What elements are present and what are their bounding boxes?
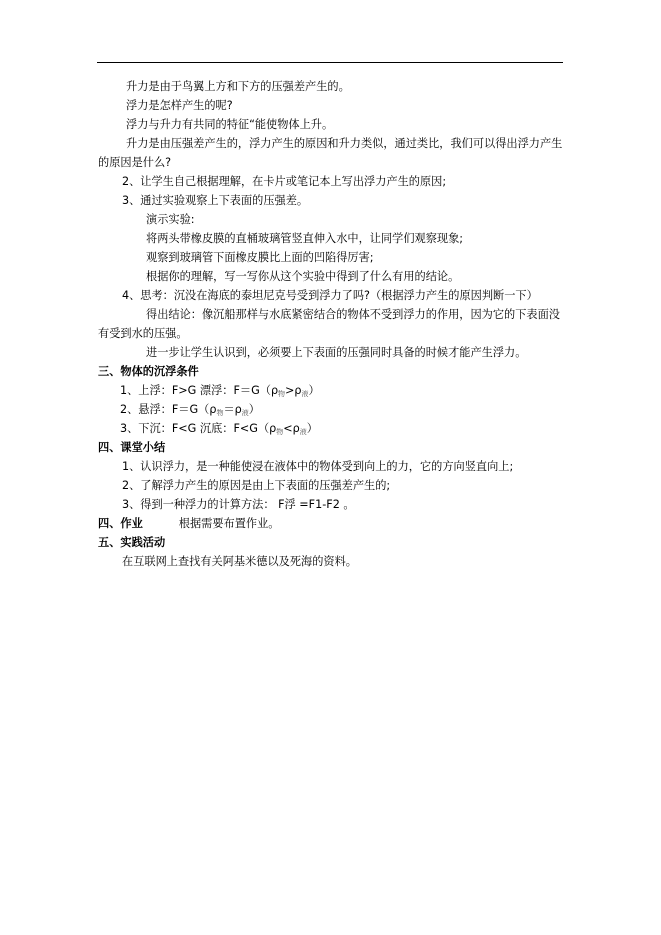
demo-title: 演示实验:	[146, 213, 195, 226]
condition-float	[98, 381, 564, 400]
homework-line	[98, 514, 564, 533]
demo-step-conclude: 根据你的理解，写一写你从这个实验中得到了什么有用的结论。	[146, 270, 460, 283]
condition-float-sub-object: 物	[278, 390, 286, 398]
condition-float-sub-liquid: 液	[301, 390, 309, 398]
condition-sink-prefix: 3、下沉：F<G 沉底：F<G（ρ	[120, 422, 277, 435]
condition-sink-mid: <ρ	[283, 422, 300, 435]
header-rule	[97, 62, 563, 63]
condition-suspend-sub-liquid: 液	[241, 409, 249, 417]
section-5-heading: 五、实践活动	[98, 536, 166, 549]
condition-sink-sub-liquid: 液	[299, 428, 307, 436]
paragraph-lift-origin: 升力是由于鸟翼上方和下方的压强差产生的。	[126, 80, 350, 93]
step-3: 3、通过实验观察上下表面的压强差。	[122, 194, 309, 207]
conclusion-paragraph	[98, 305, 564, 343]
condition-suspend-sub-object: 物	[216, 409, 224, 417]
condition-suspend-suffix: ）	[248, 403, 260, 416]
demo-step-observe: 观察到玻璃管下面橡皮膜比上面的凹陷得厉害;	[146, 251, 374, 264]
document-body	[98, 77, 564, 571]
condition-float-suffix: ）	[308, 384, 320, 397]
condition-suspend	[98, 400, 564, 419]
condition-sink-sub-object: 物	[276, 428, 284, 436]
demo-step-insert: 将两头带橡皮膜的直桶玻璃管竖直伸入水中，让同学们观察现象;	[146, 232, 464, 245]
summary-item-2: 2、了解浮力产生的原因是由上下表面的压强差产生的;	[122, 479, 391, 492]
paragraph-analogy	[98, 134, 564, 172]
condition-suspend-mid: ＝ρ	[223, 403, 242, 416]
section-4-heading: 四、课堂小结	[98, 441, 166, 454]
paragraph-buoyancy-question: 浮力是怎样产生的呢?	[126, 99, 233, 112]
condition-float-prefix: 1、上浮：F>G 漂浮：F＝G（ρ	[120, 384, 279, 397]
condition-sink	[98, 419, 564, 438]
condition-sink-suffix: ）	[306, 422, 318, 435]
summary-item-3: 3、得到一种浮力的计算方法： F浮 =F1-F2 。	[122, 498, 355, 511]
paragraph-analogy-text: 升力是由压强差产生的，浮力产生的原因和升力类似，通过类比，我们可以得出浮力产生的原因是什么?	[98, 137, 563, 169]
step-2: 2、让学生自己根据理解，在卡片或笔记本上写出浮力产生的原因;	[122, 175, 447, 188]
further-understanding: 进一步让学生认识到，必须要上下表面的压强同时具备的时候才能产生浮力。	[146, 346, 527, 359]
condition-float-mid: >ρ	[285, 384, 302, 397]
step-4-think: 4、思考：沉没在海底的泰坦尼克号受到浮力了吗?（根据浮力产生的原因判断一下）	[122, 289, 538, 302]
homework-heading: 四、作业	[98, 517, 143, 530]
section-3-heading: 三、物体的沉浮条件	[98, 365, 199, 378]
homework-text: 根据需要布置作业。	[178, 517, 280, 530]
summary-item-1: 1、认识浮力，是一种能使浸在液体中的物体受到向上的力，它的方向竖直向上;	[122, 460, 514, 473]
paragraph-common-feature: 浮力与升力有共同的特征“能使物体上升。	[126, 118, 334, 131]
practice-activity: 在互联网上查找有关阿基米德以及死海的资料。	[122, 555, 357, 568]
conclusion-text: 得出结论：像沉船那样与水底紧密结合的物体不受到浮力的作用，因为它的下表面没有受到水的压强。	[98, 308, 560, 340]
condition-suspend-prefix: 2、悬浮：F＝G（ρ	[120, 403, 217, 416]
